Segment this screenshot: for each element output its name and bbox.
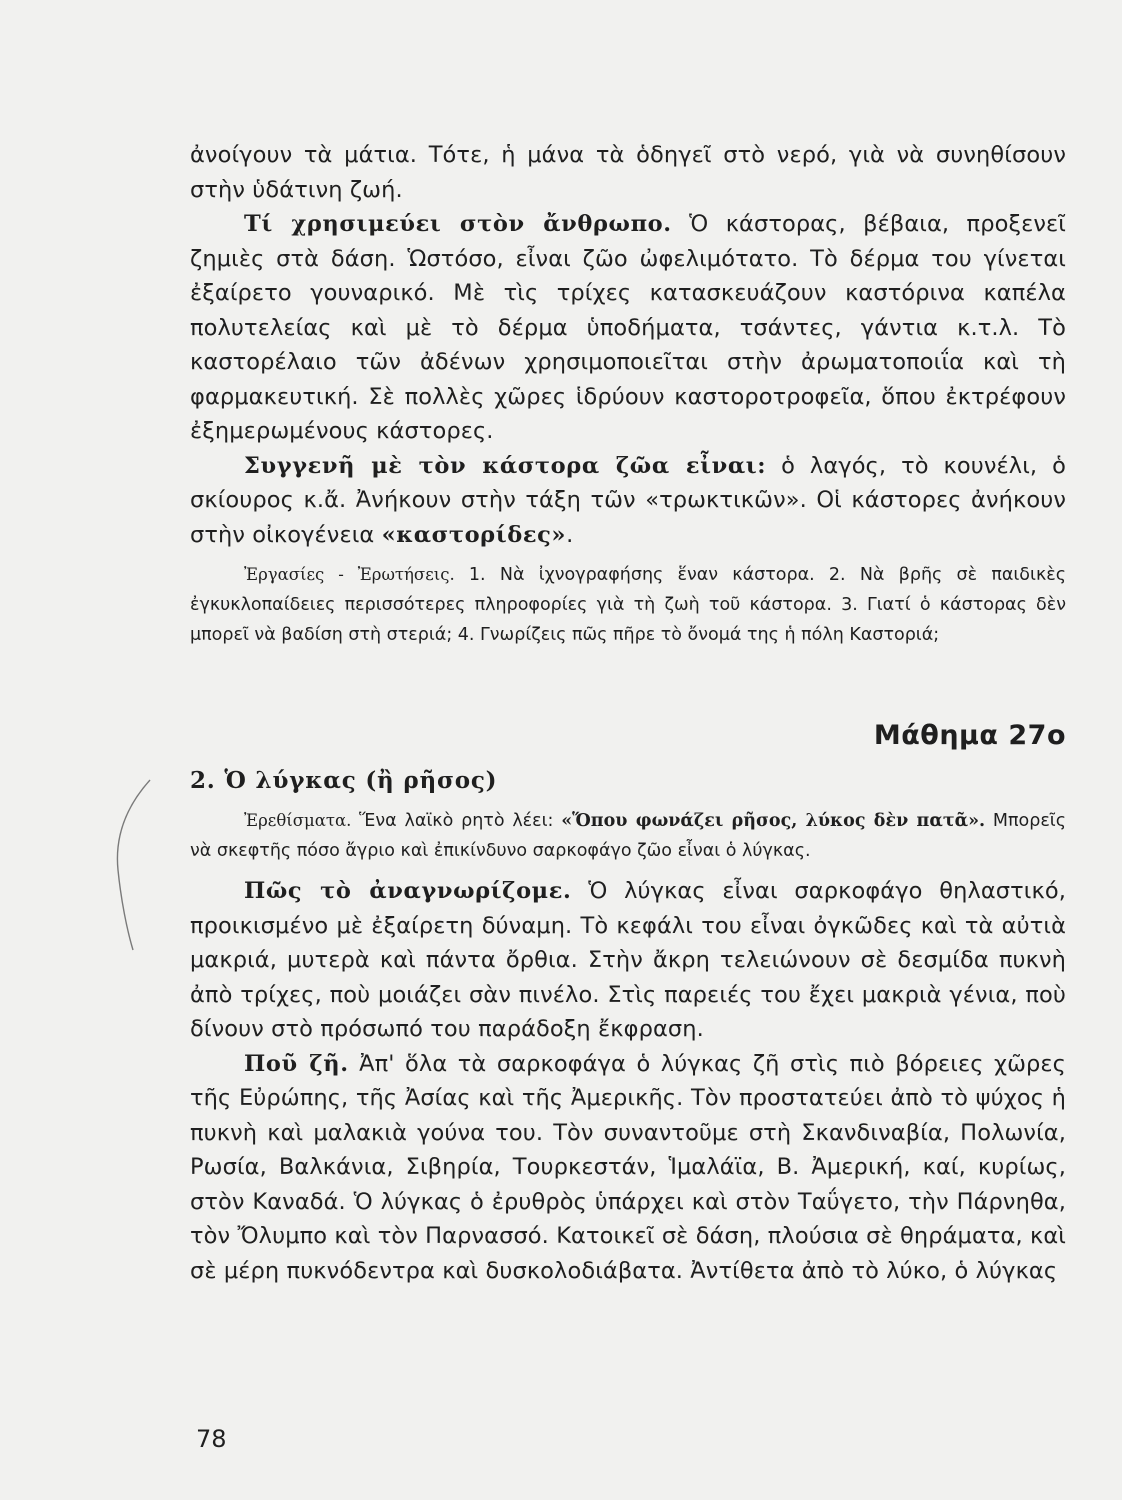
exercises-label: Ἐργασίες - Ἐρωτήσεις. [244, 565, 455, 584]
stimuli-label: Ἐρεθίσματα. [244, 811, 352, 830]
paragraph-lead: Συγγενῆ μὲ τὸν κάστορα ζῶα εἶναι: [244, 452, 767, 479]
paragraph-lead: Ποῦ ζῆ. [244, 1050, 349, 1077]
paragraph-beaver-use [190, 207, 1066, 449]
exercises-block [190, 560, 1066, 650]
paragraph-text: Ἀπ' ὅλα τὰ σαρκοφάγα ὁ λύγκας ζῆ στὶς πιὸ βόρειες χῶρες τῆς Εὐρώπης, τῆς Ἀσίας καὶ τῆς Ἀμερικῆς. Τὸν προστατεύει ἀπὸ τὸ ψύχος ἡ πυκνὴ καὶ μαλακιὰ γούνα του. Τὸν συναντοῦμε στὴ Σκανδιναβία, Πολωνία, Ρωσία, Βαλκάνια, Σιβηρία, Τουρκεστάν, Ἱμαλάϊα, Β. Ἀμερική, καί, κυρίως, στὸν Καναδά. Ὁ λύγκας ὁ ἐρυθρὸς ὑπάρχει καὶ στὸν Ταΰγετο, τὴν Πάρνηθα, τὸν Ὄλυμπο καὶ τὸν Παρνασσό. Κατοικεῖ σὲ δάση, πλούσια σὲ θηράματα, καὶ σὲ μέρη πυκνόδεντρα καὶ δυσκολοδιάβατα. Ἀντίθετα ἀπὸ τὸ λύκο, ὁ λύγκας [190, 1050, 1066, 1284]
family-name: «καστορίδες» [381, 521, 567, 548]
paragraph-tail: . [566, 521, 574, 548]
paragraph-beaver-relatives [190, 449, 1066, 553]
paragraph-lynx-recognition [190, 874, 1066, 1047]
paragraph-text: ἀνοίγουν τὰ μάτια. Τότε, ἡ μάνα τὰ ὁδηγεῖ στὸ νερό, γιὰ νὰ συνηθίσουν στὴν ὑδάτινη ζωή. [190, 142, 1066, 203]
stimuli-block [190, 806, 1066, 866]
page-body [190, 138, 1066, 1288]
paragraph-lead: Πῶς τὸ ἀναγνωρίζομε. [244, 878, 572, 904]
page-number: 78 [196, 1425, 227, 1453]
exercises-text: 1. Νὰ ἰχνογραφήσης ἕναν κάστορα. 2. Νὰ βρῆς σὲ παιδικὲς ἐγκυκλοπαίδειες περισσότερες πληροφορίες γιὰ τὴ ζωὴ τοῦ κάστορα. 3. Γιατί ὁ κάστορας δὲν μπορεῖ νὰ βαδίση στὴ στεριά; 4. Γνωρίζεις πῶς πῆρε τὸ ὄνομά της ἡ πόλη Καστοριά; [190, 565, 1066, 645]
paragraph-text: Ὁ κάστορας, βέβαια, προξενεῖ ζημιὲς στὰ δάση. Ὡστόσο, εἶναι ζῶο ὠφελιμότατο. Τὸ δέρμα του γίνεται ἐξαίρετο γουναρικό. Μὲ τὶς τρίχες κατασκευάζουν καστόρινα καπέλα πολυτελείας καὶ μὲ τὸ δέρμα ὑποδήματα, τσάντες, γάντια κ.τ.λ. Τὸ καστορέλαιο τῶν ἀδένων χρησιμοποιεῖται στὴν ἀρωματοποιΐα καὶ τὴ φαρμακευτική. Σὲ πολλὲς χῶρες ἱδρύουν καστοροτροφεῖα, ὅπου ἐκτρέφουν ἐξημερωμένους κάστορες. [190, 211, 1067, 444]
paragraph-beaver-young [190, 138, 1066, 207]
stimuli-text: Ἕνα λαϊκὸ ρητὸ λέει: [351, 811, 562, 831]
paragraph-lead: Τί χρησιμεύει στὸν ἄνθρωπο. [244, 211, 672, 237]
paragraph-text: ὁ λαγός, τὸ κουνέλι, ὁ σκίουρος κ.ἄ. Ἀνήκουν στὴν τάξη τῶν «τρωκτικῶν». Οἱ κάστορες ἀνήκουν στὴν οἰκογένεια [190, 452, 1066, 548]
section-heading: 2. Ὁ λύγκας (ἢ ρῆσος) [190, 767, 498, 794]
stimuli-text-2: Μπορεῖς νὰ σκεφτῆς πόσο ἄγριο καὶ ἐπικίνδυνο σαρκοφάγο ζῶο εἶναι ὁ λύγκας. [190, 811, 1066, 861]
paragraph-lynx-habitat [190, 1047, 1066, 1289]
lesson-title: Μάθημα 27ο [873, 720, 1066, 751]
folk-saying: «Ὅπου φωνάζει ρῆσος, λύκος δὲν πατᾶ». [561, 811, 986, 831]
paragraph-text: Ὁ λύγκας εἶναι σαρκοφάγο θηλαστικό, προικισμένο μὲ ἐξαίρετη δύναμη. Τὸ κεφάλι του εἶναι ὀγκῶδες καὶ τὰ αὐτιὰ μακριά, μυτερὰ καὶ πάντα ὄρθια. Στὴν ἄκρη τελειώνουν σὲ δεσμίδα πυκνὴ ἀπὸ τρίχες, ποὺ μοιάζει σὰν πινέλο. Στὶς παρειές του ἔχει μακριὰ γένια, ποὺ δίνουν στὸ πρόσωπό του παράδοξη ἔκφραση. [190, 878, 1066, 1042]
